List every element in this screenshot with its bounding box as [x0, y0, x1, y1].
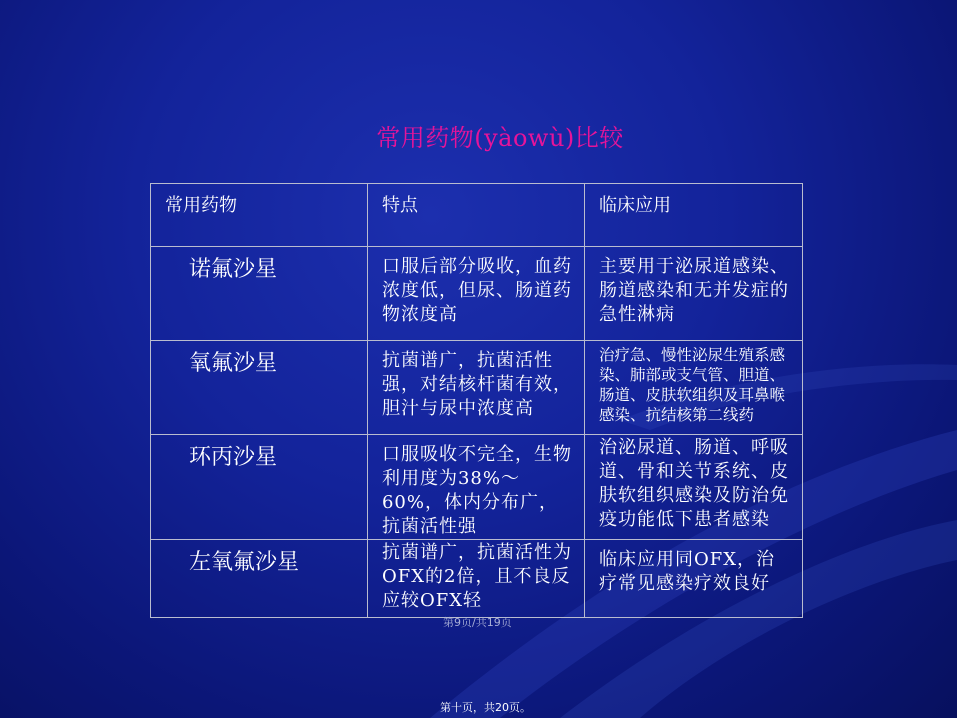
drug-cell [151, 540, 368, 618]
page-indicator: 第9页/共19页 [443, 616, 512, 629]
drug-name: 氧氟沙星 [189, 351, 278, 376]
drug-cell [151, 247, 368, 341]
clinical-text: 治泌尿道、肠道、呼吸道、骨和关节系统、皮肤软组织感染及防治免疫功能低下患者感染 [598, 437, 789, 530]
header-cell-clinical [584, 184, 802, 247]
header-label: 临床应用 [598, 195, 671, 216]
drug-cell [151, 341, 368, 435]
drug-cell [151, 435, 368, 540]
features-text: 口服吸收不完全，生物利用度为38%～60%，体内分布广，抗菌活性强 [381, 444, 572, 537]
table-row [151, 247, 803, 341]
drug-comparison-table [150, 183, 803, 618]
features-cell [367, 540, 584, 618]
clinical-cell [584, 435, 802, 540]
drug-name: 环丙沙星 [189, 445, 278, 470]
features-text: 抗菌谱广，抗菌活性为OFX的2倍，且不良反应较OFX轻 [381, 542, 572, 611]
clinical-text: 治疗急、慢性泌尿生殖系感染、肺部或支气管、胆道、肠道、皮肤软组织及耳鼻喉感染、抗结核第二线药 [598, 346, 785, 424]
bottom-footer: 第十页，共20页。 [440, 701, 531, 714]
features-text: 抗菌谱广，抗菌活性强，对结核杆菌有效，胆汁与尿中浓度高 [381, 350, 572, 419]
clinical-cell [584, 540, 802, 618]
table-header-row [151, 184, 803, 247]
features-cell [367, 435, 584, 540]
header-cell-drug [151, 184, 368, 247]
header-label: 特点 [381, 195, 418, 216]
table-row [151, 540, 803, 618]
table-row [151, 341, 803, 435]
features-cell [367, 247, 584, 341]
drug-name: 诺氟沙星 [189, 257, 278, 282]
slide-title: 常用药物(yàowù)比较 [376, 124, 624, 152]
table-row [151, 435, 803, 540]
clinical-text: 临床应用同OFX，治疗常见感染疗效良好 [598, 549, 776, 594]
clinical-cell [584, 247, 802, 341]
features-cell [367, 341, 584, 435]
header-label: 常用药物 [165, 195, 237, 216]
features-text: 口服后部分吸收，血药浓度低，但尿、肠道药物浓度高 [381, 256, 572, 325]
clinical-text: 主要用于泌尿道感染、肠道感染和无并发症的急性淋病 [598, 256, 789, 325]
drug-name: 左氧氟沙星 [189, 550, 300, 575]
clinical-cell [584, 341, 802, 435]
header-cell-features [367, 184, 584, 247]
